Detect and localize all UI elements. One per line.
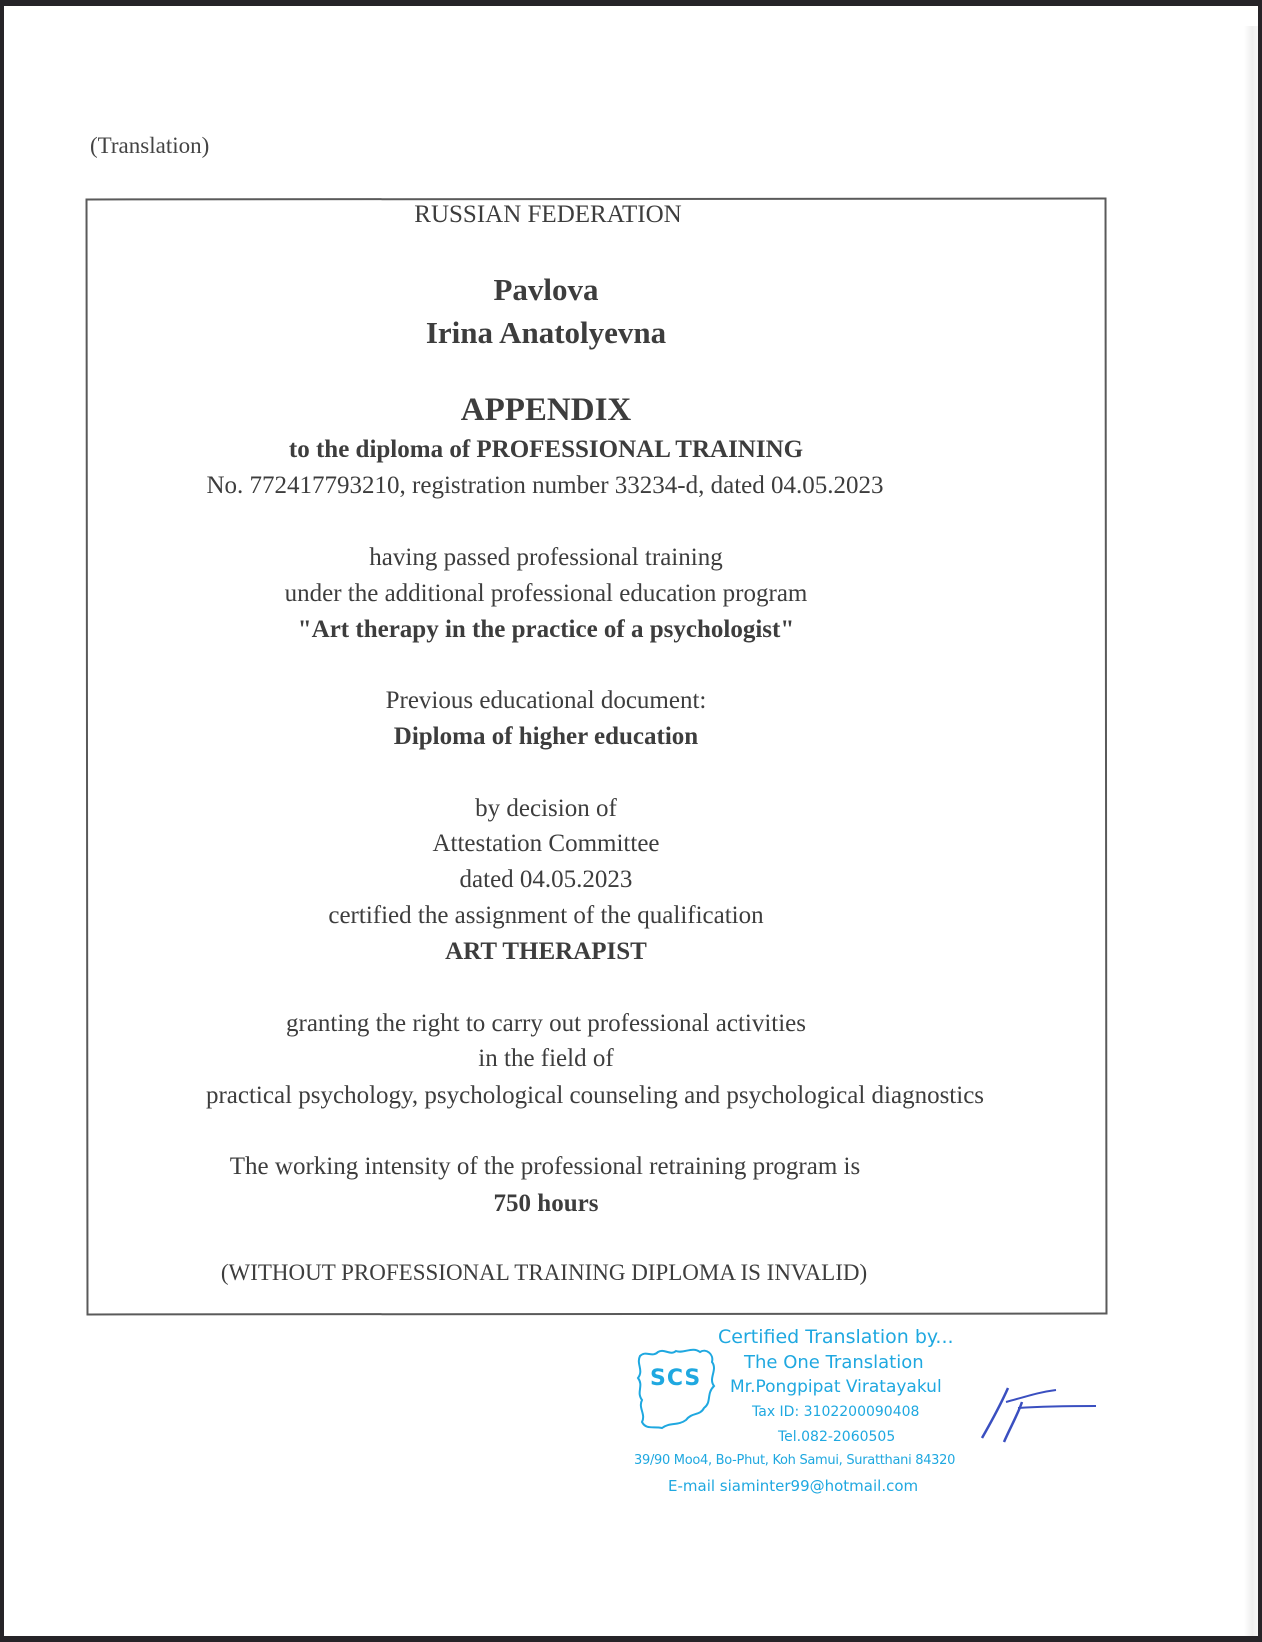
previous-doc-value: Diploma of higher education — [393, 723, 699, 750]
decision-line-4: certified the assignment of the qualification — [328, 902, 764, 929]
stamp-line-1: Certified Translation by... — [718, 1326, 954, 1348]
holder-surname: Pavlova — [493, 272, 599, 307]
rights-line-1: granting the right to carry out professional activities — [286, 1010, 806, 1037]
validity-note: (WITHOUT PROFESSIONAL TRAINING DIPLOMA IS INVALID) — [220, 1260, 868, 1285]
translation-label: (Translation) — [90, 133, 210, 158]
intensity-value: 750 hours — [493, 1190, 599, 1217]
rights-line-3: practical psychology, psychological counseling and psychological diagnostics — [205, 1082, 985, 1109]
page-shadow-edge — [1244, 26, 1258, 1636]
country-heading: RUSSIAN FEDERATION — [414, 201, 682, 228]
decision-date: dated 04.05.2023 — [459, 866, 633, 893]
holder-given-names: Irina Anatolyevna — [425, 315, 667, 350]
training-line-2: under the additional professional education program — [284, 580, 808, 607]
stamp-line-6: 39/90 Moo4, Bo-Phut, Koh Samui, Suratthani 84320 — [634, 1453, 956, 1468]
signature-mark — [978, 1380, 1108, 1450]
stamp-logo-text: SCS — [650, 1366, 702, 1391]
document-subtitle: to the diploma of PROFESSIONAL TRAINING — [288, 436, 804, 463]
program-name: "Art therapy in the practice of a psychologist" — [297, 616, 795, 643]
decision-line-2: Attestation Committee — [432, 830, 660, 857]
stamp-line-7: E-mail siaminter99@hotmail.com — [668, 1477, 919, 1495]
previous-doc-label: Previous educational document: — [385, 687, 707, 714]
intensity-line: The working intensity of the professional retraining program is — [229, 1153, 861, 1180]
training-line-1: having passed professional training — [369, 544, 723, 571]
stamp-line-5: Tel.082-2060505 — [778, 1429, 896, 1445]
stamp-line-2: The One Translation — [744, 1352, 924, 1373]
rights-line-2: in the field of — [478, 1045, 614, 1072]
translator-stamp — [634, 1326, 974, 1506]
certificate-frame — [86, 198, 1108, 1316]
stamp-line-3: Mr.Pongpipat Viratayakul — [730, 1377, 942, 1397]
document-title: APPENDIX — [460, 392, 632, 428]
diploma-details: No. 772417793210, registration number 33234-d, dated 04.05.2023 — [206, 472, 884, 499]
decision-line-1: by decision of — [475, 795, 617, 822]
qualification: ART THERAPIST — [445, 938, 647, 965]
stamp-line-4: Tax ID: 3102200090408 — [752, 1404, 920, 1420]
